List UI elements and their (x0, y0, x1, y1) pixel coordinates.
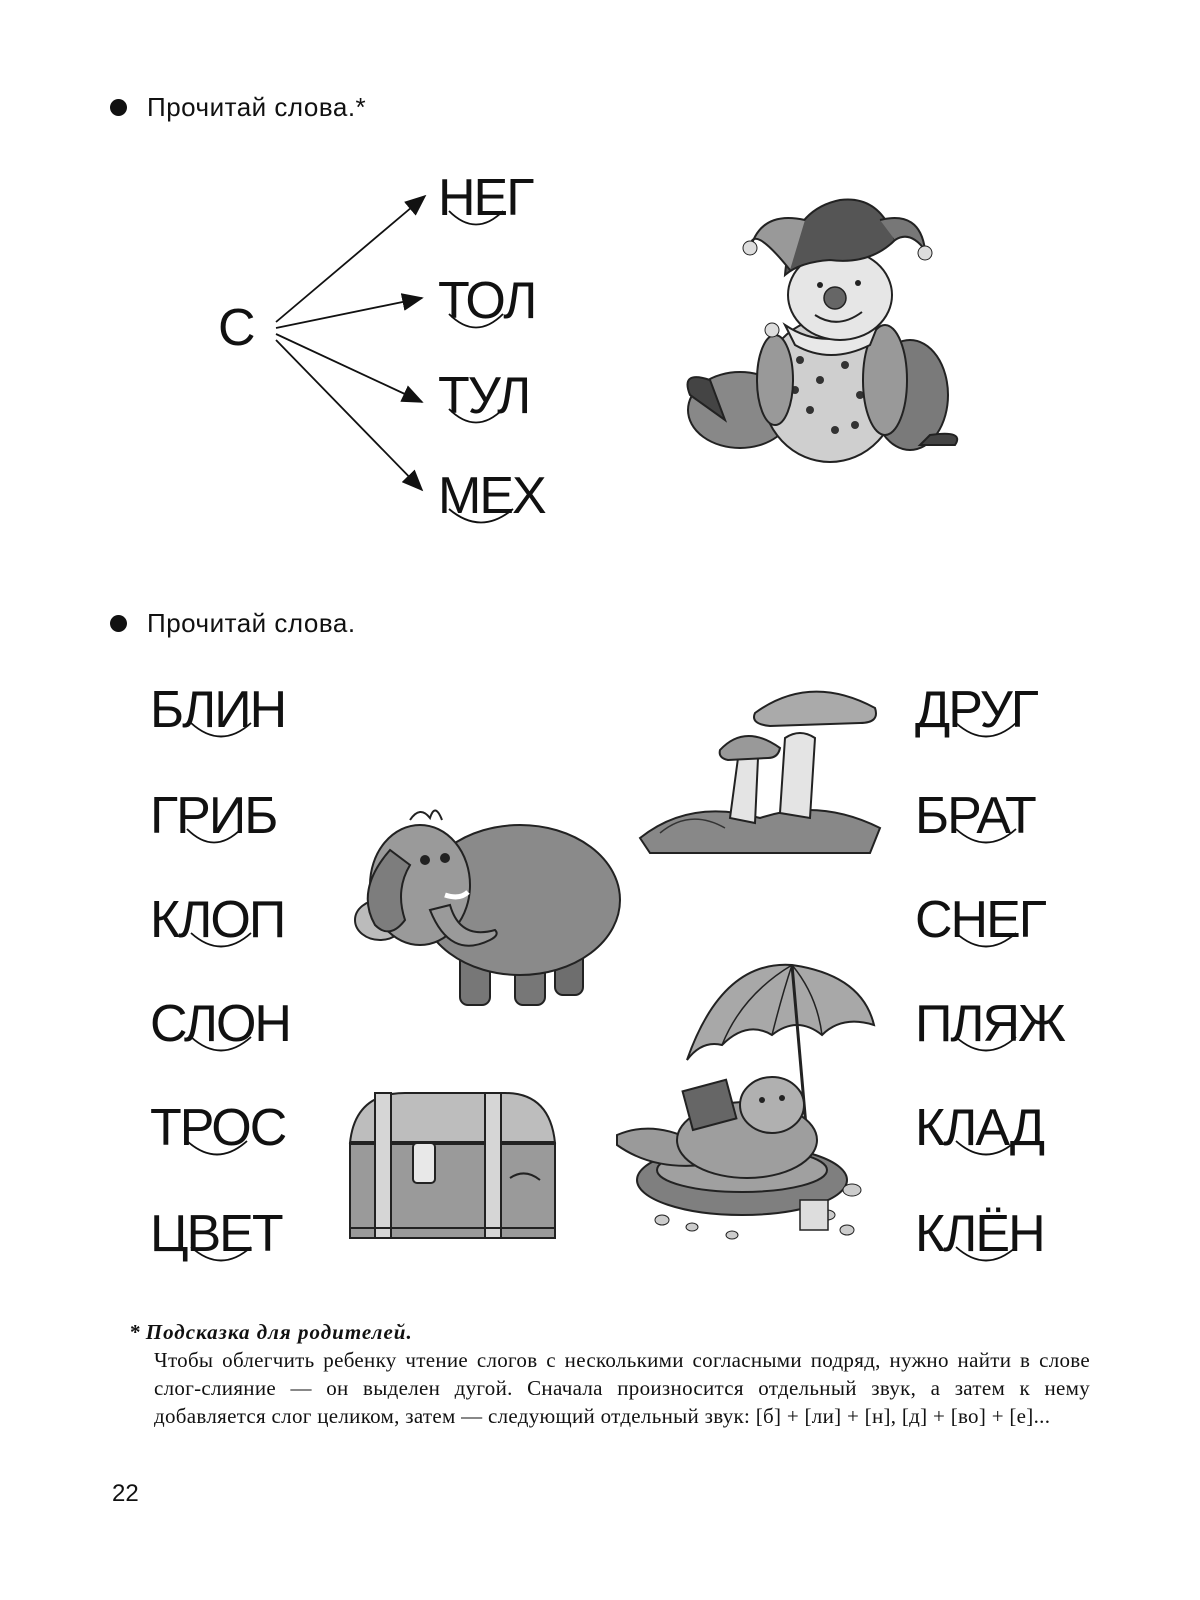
jester-toy-illustration (680, 180, 970, 480)
start-letter: С (218, 299, 255, 357)
bullet-dot (110, 615, 127, 632)
left-word (150, 787, 277, 845)
word-text: ТОЛ (438, 272, 536, 330)
word-text: БРАТ (915, 787, 1035, 845)
right-word (915, 787, 1035, 845)
syllable-arc (953, 930, 1019, 952)
exercise1-heading (110, 92, 366, 123)
word-text: КЛОП (150, 891, 285, 949)
syllable-arc (188, 720, 254, 742)
syllable-arc (446, 406, 506, 428)
left-word (150, 1205, 282, 1263)
right-word (915, 891, 1045, 949)
seal-under-umbrella-illustration (612, 955, 877, 1255)
word-text: СНЕГ (915, 891, 1045, 949)
syllable-arc (953, 1138, 1019, 1160)
syllable-arc (184, 826, 244, 848)
branch-arrows (260, 180, 440, 510)
left-word (150, 1099, 286, 1157)
exercise1-instruction: Прочитай слова.* (147, 92, 367, 122)
ending-word (438, 367, 530, 425)
ending-word (438, 272, 536, 330)
word-text: КЛАД (915, 1099, 1044, 1157)
word-text: ТУЛ (438, 367, 530, 425)
syllable-arc (446, 208, 506, 230)
elephant-illustration (350, 790, 630, 1020)
ending-word (438, 467, 545, 525)
word-text: МЕХ (438, 467, 545, 525)
word-text: ЦВЕТ (150, 1205, 282, 1263)
footnote-marker: * (130, 1320, 141, 1344)
bullet-dot (110, 99, 127, 116)
word-text: НЕГ (438, 169, 533, 227)
exercise2-instruction: Прочитай слова. (147, 608, 356, 638)
syllable-arc (953, 826, 1019, 848)
right-word (915, 1099, 1044, 1157)
exercise2-heading (110, 608, 356, 639)
mushrooms-illustration (630, 678, 890, 858)
left-word (150, 681, 286, 739)
syllable-arc (188, 1244, 254, 1266)
syllable-arc (953, 1034, 1019, 1056)
left-word (150, 891, 285, 949)
word-text: КЛЁН (915, 1205, 1044, 1263)
syllable-arc (188, 930, 254, 952)
syllable-arc (953, 720, 1019, 742)
word-text: ГРИБ (150, 787, 277, 845)
right-word (915, 681, 1037, 739)
right-word (915, 1205, 1044, 1263)
word-text: ТРОС (150, 1099, 286, 1157)
syllable-arc (446, 311, 506, 333)
word-text: ДРУГ (915, 681, 1037, 739)
word-text: ПЛЯЖ (915, 995, 1065, 1053)
syllable-arc (953, 1244, 1019, 1266)
left-word (150, 995, 290, 1053)
treasure-chest-illustration (345, 1088, 560, 1248)
right-word (915, 995, 1065, 1053)
word-text: БЛИН (150, 681, 286, 739)
syllable-arc (188, 1034, 254, 1056)
parent-hint-footnote (130, 1318, 1090, 1430)
page-number: 22 (112, 1480, 139, 1507)
footnote-body: Чтобы облегчить ребенку чтение слогов с несколькими согласными подряд, нужно найти в слове слог-слияние — он выделен дугой. Сначала произносится отдельный звук, а затем к нему добавляется слог целиком, затем — следующий отдельный звук: [б] + [ли] + [н], [д] + [во] + [е]... (154, 1348, 1090, 1428)
syllable-arc (184, 1138, 250, 1160)
syllable-arc (446, 506, 516, 528)
word-text: СЛОН (150, 995, 290, 1053)
ending-word (438, 169, 533, 227)
footnote-title: Подсказка для родителей. (145, 1320, 413, 1344)
